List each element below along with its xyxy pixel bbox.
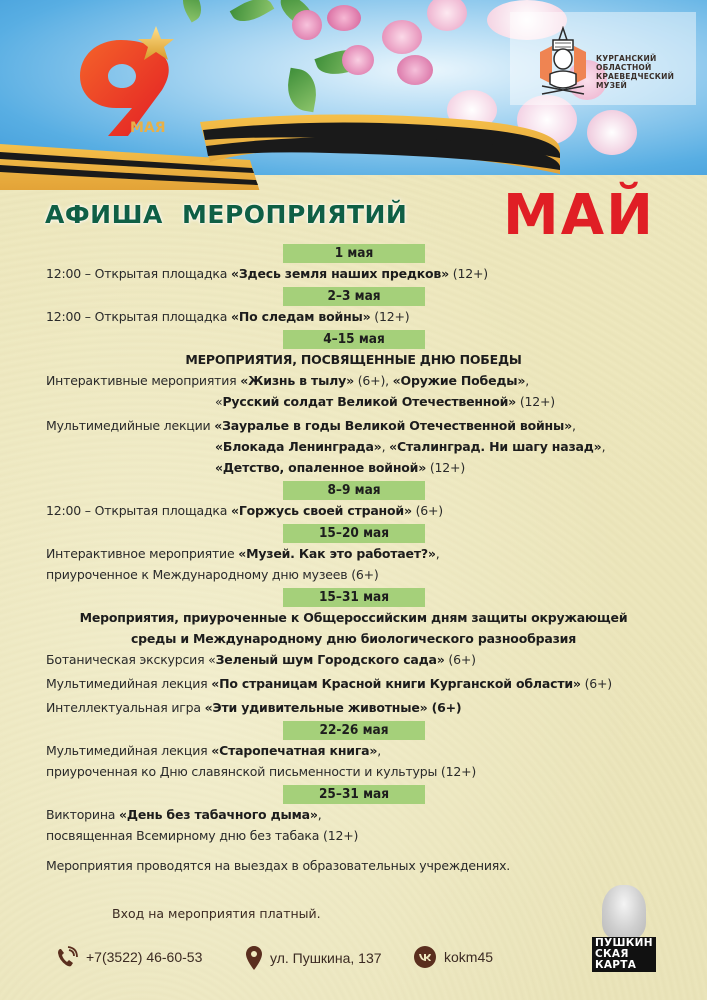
event-title: «Зауралье в годы Великой Отечественной войны» (214, 418, 572, 433)
museum-emblem-icon (538, 26, 588, 96)
event-line (0, 391, 707, 412)
event-text: 12:00 – Открытая площадка (46, 309, 231, 324)
poster-title: АФИША МЕРОПРИЯТИЙ (45, 200, 408, 229)
event-title: «Старопечатная книга» (211, 743, 378, 758)
event-text: Ботаническая экскурсия « (46, 652, 216, 667)
event-text: (6+), (353, 373, 393, 388)
event-text: , (571, 418, 576, 433)
section-heading: Мероприятия, приуроченные к Общероссийским дням защиты окружающей (79, 610, 628, 625)
event-text: Интеллектуальная игра (46, 700, 205, 715)
event-text: , (381, 439, 390, 454)
event-line (0, 740, 707, 761)
event-title: Зеленый шум Городского сада» (215, 652, 445, 667)
outreach-note: Мероприятия проводятся на выездах в образовательных учреждениях. (46, 858, 511, 873)
event-text: приуроченная ко Дню славянской письменности и культуры (12+) (46, 764, 477, 779)
event-text: Викторина (46, 807, 120, 822)
event-title: «Горжусь своей страной» (231, 503, 412, 518)
contact-vk[interactable] (414, 946, 493, 968)
event-title: «Музей. Как это работает?» (238, 546, 436, 561)
phone-number: +7(3522) 46-60-53 (86, 949, 203, 965)
event-line (0, 804, 707, 825)
event-text: Интерактивное мероприятие (46, 546, 239, 561)
event-line (0, 457, 707, 478)
contacts-bar (56, 946, 576, 976)
event-title: Русский солдат Великой Отечественной» (222, 394, 517, 409)
event-title: «Оружие Победы» (392, 373, 526, 388)
event-text: , (601, 439, 606, 454)
event-text: (6+) (444, 652, 476, 667)
event-line (0, 825, 707, 846)
vk-icon (414, 946, 436, 968)
section-heading: МЕРОПРИЯТИЯ, ПОСВЯЩЕННЫЕ ДНЮ ПОБЕДЫ (185, 352, 522, 367)
contact-address[interactable] (246, 946, 382, 970)
event-text: (6+) (580, 676, 612, 691)
event-line (0, 761, 707, 782)
event-text: (12+) (370, 309, 410, 324)
event-title: «Жизнь в тылу» (240, 373, 354, 388)
event-title: «Детство, опаленное войной» (215, 460, 427, 475)
date-bar: 25–31 мая (283, 785, 425, 804)
event-text: 12:00 – Открытая площадка (46, 266, 231, 281)
date-bar: 4–15 мая (283, 330, 425, 349)
event-text: Мультимедийная лекция (46, 676, 212, 691)
event-line (0, 673, 707, 694)
event-text: , (525, 373, 530, 388)
date-bar: 22-26 мая (283, 721, 425, 740)
event-line (0, 415, 707, 436)
event-text: Мультимедийные лекции (46, 418, 215, 433)
st-george-ribbon (0, 110, 707, 190)
event-text: Интерактивные мероприятия (46, 373, 241, 388)
event-text: приуроченное к Международному дню музеев (6+) (46, 567, 379, 582)
event-line (0, 263, 707, 284)
vk-handle: kokm45 (444, 949, 494, 965)
event-text: посвященная Всемирному дню без табака (12+) (46, 828, 359, 843)
event-title: «Эти удивительные животные» (6+) (204, 700, 462, 715)
event-line (0, 370, 707, 391)
victory-logo-label: МАЯ (130, 120, 166, 136)
event-line (0, 564, 707, 585)
event-title: «По следам войны» (231, 309, 371, 324)
event-title: «По страницам Красной книги Курганской области» (211, 676, 581, 691)
location-pin-icon (246, 946, 262, 970)
event-title: «Здесь земля наших предков» (231, 266, 450, 281)
event-line (0, 306, 707, 327)
date-bar: 1 мая (283, 244, 425, 263)
event-line (0, 436, 707, 457)
museum-name: КУРГАНСКИЙ ОБЛАСТНОЙ КРАЕВЕДЧЕСКИЙ МУЗЕЙ (596, 54, 675, 90)
event-text: (12+) (426, 460, 465, 475)
event-text: , (377, 743, 382, 758)
event-text: , (317, 807, 322, 822)
month-title: МАЙ (503, 183, 655, 248)
event-text: , (435, 546, 440, 561)
museum-logo (510, 12, 696, 105)
date-bar: 15–31 мая (283, 588, 425, 607)
event-text: (6+) (411, 503, 443, 518)
event-text: (12+) (516, 394, 555, 409)
event-text: 12:00 – Открытая площадка (46, 503, 231, 518)
event-text: (12+) (449, 266, 488, 281)
section-heading: среды и Международному дню биологического разнообразия (130, 631, 577, 646)
event-title: «Сталинград. Ни шагу назад» (389, 439, 602, 454)
contact-phone[interactable] (56, 946, 202, 968)
pushkin-bust-icon (602, 885, 646, 939)
event-line (0, 543, 707, 564)
paid-entry-note: Вход на мероприятия платный. (112, 906, 321, 921)
events-schedule (0, 244, 707, 849)
event-title: «Блокада Ленинграда» (215, 439, 382, 454)
date-bar: 8–9 мая (283, 481, 425, 500)
event-title: «День без табачного дыма» (119, 807, 318, 822)
event-line (0, 500, 707, 521)
event-line (0, 697, 707, 718)
event-text: « (215, 394, 223, 409)
address: ул. Пушкина, 137 (270, 950, 382, 966)
event-line (0, 649, 707, 670)
event-text: Мультимедийная лекция (46, 743, 212, 758)
phone-icon (56, 946, 78, 968)
pushkin-card-logo (588, 885, 668, 975)
date-bar: 15–20 мая (283, 524, 425, 543)
pushkin-card-label: ПУШКИН СКАЯ КАРТА (592, 937, 656, 972)
date-bar: 2–3 мая (283, 287, 425, 306)
